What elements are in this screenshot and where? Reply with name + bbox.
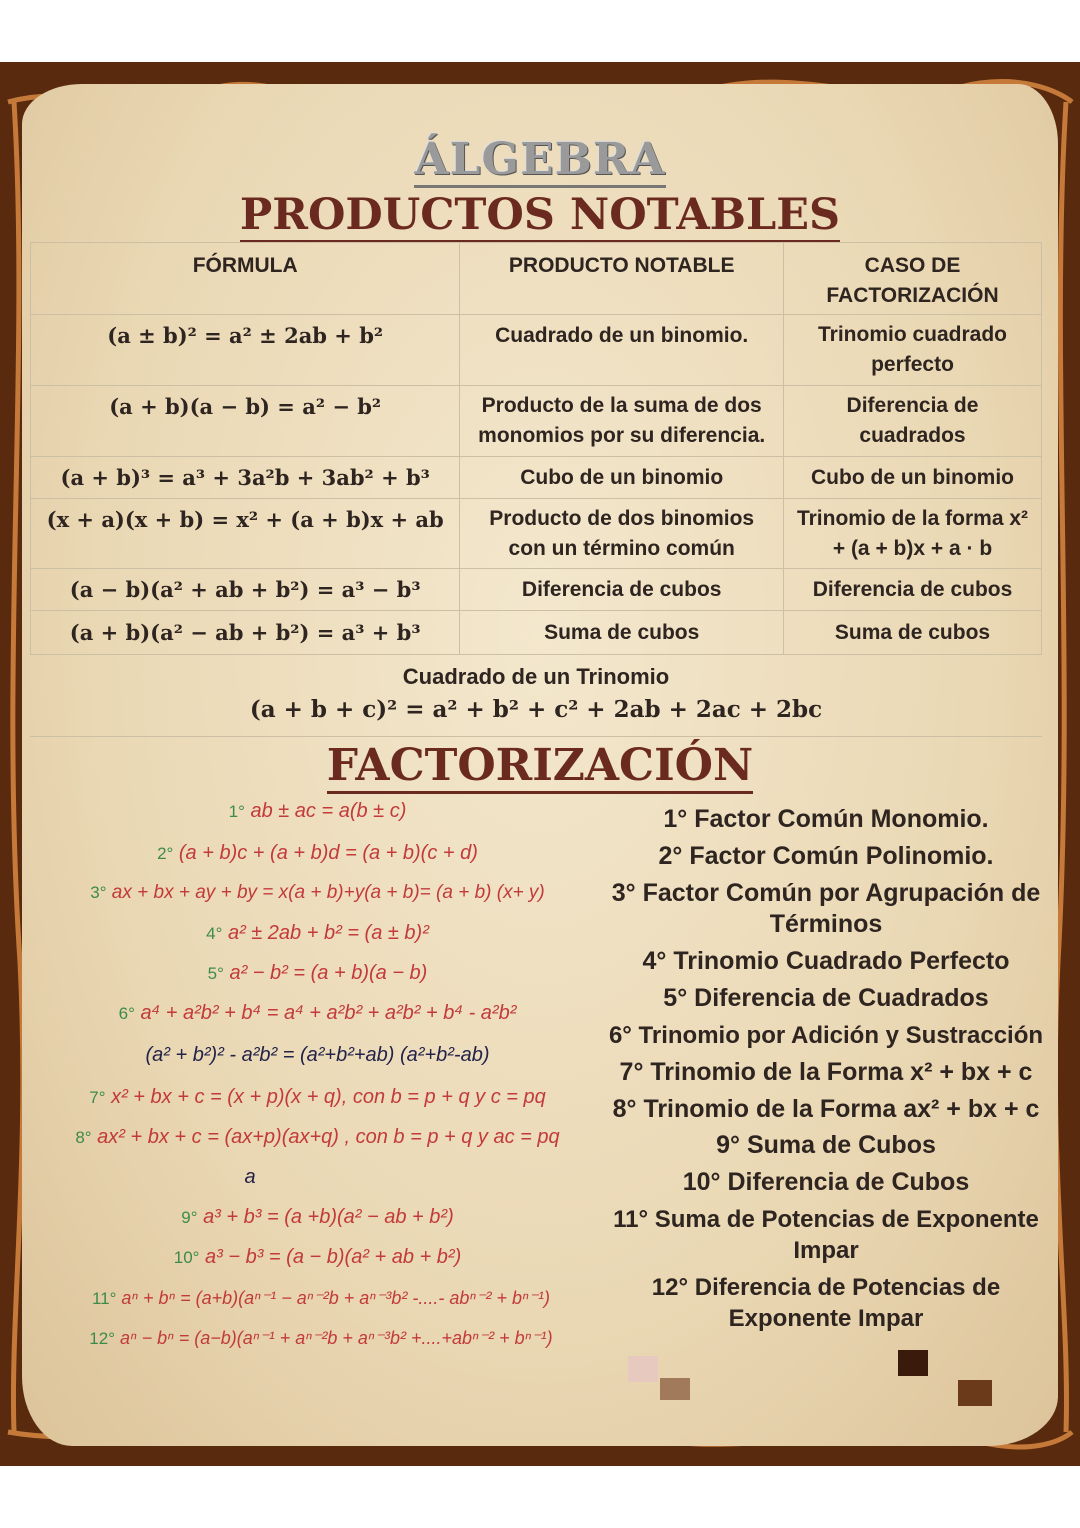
factor-case-1: 1° Factor Común Monomio.	[663, 805, 989, 833]
formula-cell: (x + a)(x + b) = x² + (a + b)x + ab	[31, 499, 460, 569]
factor-case-7: 7° Trinomio de la Forma x² + bx + c	[619, 1058, 1033, 1086]
product-cell: Suma de cubos	[460, 611, 784, 655]
formula-cell: (a + b)(a − b) = a² − b²	[31, 386, 460, 457]
section-title-productos-notables: PRODUCTOS NOTABLES	[0, 190, 1080, 240]
factor-formula-7: 7° x² + bx + c = (x + p)(x + q), con b = p + q y c = pq	[89, 1086, 546, 1108]
trinomial-formula: (a + b + c)² = a² + b² + c² + 2ab + 2ac + 2bc	[249, 696, 823, 723]
products-table	[30, 242, 1042, 655]
factor-case-3: 3° Factor Común por Agrupación de Términos	[611, 879, 1041, 938]
factor-case-12: 12° Diferencia de Potencias de Exponente Impar	[651, 1274, 1001, 1332]
formula-cell: (a + b)³ = a³ + 3a²b + 3ab² + b³	[31, 457, 460, 499]
product-cell: Producto de dos binomios con un término común	[460, 499, 784, 569]
factor-case-11: 11° Suma de Potencias de Exponente Impar	[613, 1206, 1039, 1264]
decorative-pixel	[628, 1356, 658, 1382]
factor-case-8: 8° Trinomio de la Forma ax² + bx + c	[612, 1095, 1040, 1123]
table-row	[31, 457, 1042, 499]
factor-formula-1: 1° ab ± ac = a(b ± c)	[228, 800, 407, 822]
product-cell: Cuadrado de un binomio.	[460, 315, 784, 386]
table-row	[31, 611, 1042, 655]
factor-case-4: 4° Trinomio Cuadrado Perfecto	[642, 947, 1010, 975]
factor-formula-6-step: (a² + b²)² - a²b² = (a²+b²+ab) (a²+b²-ab)	[145, 1044, 490, 1066]
product-cell: Producto de la suma de dos monomios por su diferencia.	[460, 386, 784, 457]
product-cell: Cubo de un binomio	[460, 457, 784, 499]
case-cell: Diferencia de cuadrados	[784, 386, 1042, 457]
table-row	[31, 315, 1042, 386]
formula-cell: (a + b)(a² − ab + b²) = a³ + b³	[31, 611, 460, 655]
factor-formula-3: 3° ax + bx + ay + by = x(a + b)+y(a + b)= (a + b) (x+ y)	[90, 882, 545, 903]
trinomial-caption: Cuadrado de un Trinomio	[402, 664, 670, 689]
factor-formula-12: 12° aⁿ − bⁿ = (a−b)(aⁿ⁻¹ + aⁿ⁻²b + aⁿ⁻³b² +....+abⁿ⁻² + bⁿ⁻¹)	[89, 1328, 553, 1348]
decorative-pixel	[660, 1378, 690, 1400]
factor-case-9: 9° Suma de Cubos	[716, 1131, 936, 1159]
case-cell: Cubo de un binomio	[784, 457, 1042, 499]
formula-cell: (a − b)(a² + ab + b²) = a³ − b³	[31, 569, 460, 611]
column-header-case: CASO DE FACTORIZACIÓN	[784, 243, 1042, 315]
factor-formula-8: 8° ax² + bx + c = (ax+p)(ax+q) , con b = p + q y ac = pq	[75, 1126, 560, 1148]
case-cell: Suma de cubos	[784, 611, 1042, 655]
table-row	[31, 386, 1042, 457]
divider	[30, 736, 1042, 737]
product-cell: Diferencia de cubos	[460, 569, 784, 611]
decorative-pixel	[958, 1380, 992, 1406]
column-header-product: PRODUCTO NOTABLE	[460, 243, 784, 315]
column-header-formula: FÓRMULA	[31, 243, 460, 315]
decorative-pixel	[898, 1350, 928, 1376]
case-cell: Trinomio cuadrado perfecto	[784, 315, 1042, 386]
table-header-row	[31, 243, 1042, 315]
table-row	[31, 569, 1042, 611]
factor-case-6: 6° Trinomio por Adición y Sustracción	[608, 1022, 1044, 1049]
page-title: ÁLGEBRA	[0, 134, 1080, 185]
factor-formula-9: 9° a³ + b³ = (a +b)(a² − ab + b²)	[181, 1206, 454, 1228]
factor-formula-10: 10° a³ − b³ = (a − b)(a² + ab + b²)	[173, 1246, 462, 1268]
case-cell: Trinomio de la forma x² + (a + b)x + a · b	[784, 499, 1042, 569]
factor-formula-11: 11° aⁿ + bⁿ = (a+b)(aⁿ⁻¹ − aⁿ⁻²b + aⁿ⁻³b² -....- abⁿ⁻² + bⁿ⁻¹)	[91, 1288, 551, 1308]
factor-case-10: 10° Diferencia de Cubos	[682, 1168, 970, 1196]
factor-case-2: 2° Factor Común Polinomio.	[658, 842, 994, 870]
factor-formula-2: 2° (a + b)c + (a + b)d = (a + b)(c + d)	[157, 842, 478, 864]
factor-formula-4: 4° a² ± 2ab + b² = (a ± b)²	[206, 922, 429, 944]
section-title-factorizacion: FACTORIZACIÓN	[0, 740, 1080, 791]
factor-formula-6: 6° a⁴ + a²b² + b⁴ = a⁴ + a²b² + a²b² + b⁴ - a²b²	[118, 1002, 517, 1024]
factor-formula-5: 5° a² − b² = (a + b)(a − b)	[207, 962, 428, 984]
factor-formula-8-denominator: a	[244, 1166, 256, 1188]
case-cell: Diferencia de cubos	[784, 569, 1042, 611]
table-row	[31, 499, 1042, 569]
factor-case-5: 5° Diferencia de Cuadrados	[663, 984, 989, 1012]
formula-cell: (a ± b)² = a² ± 2ab + b²	[31, 315, 460, 386]
